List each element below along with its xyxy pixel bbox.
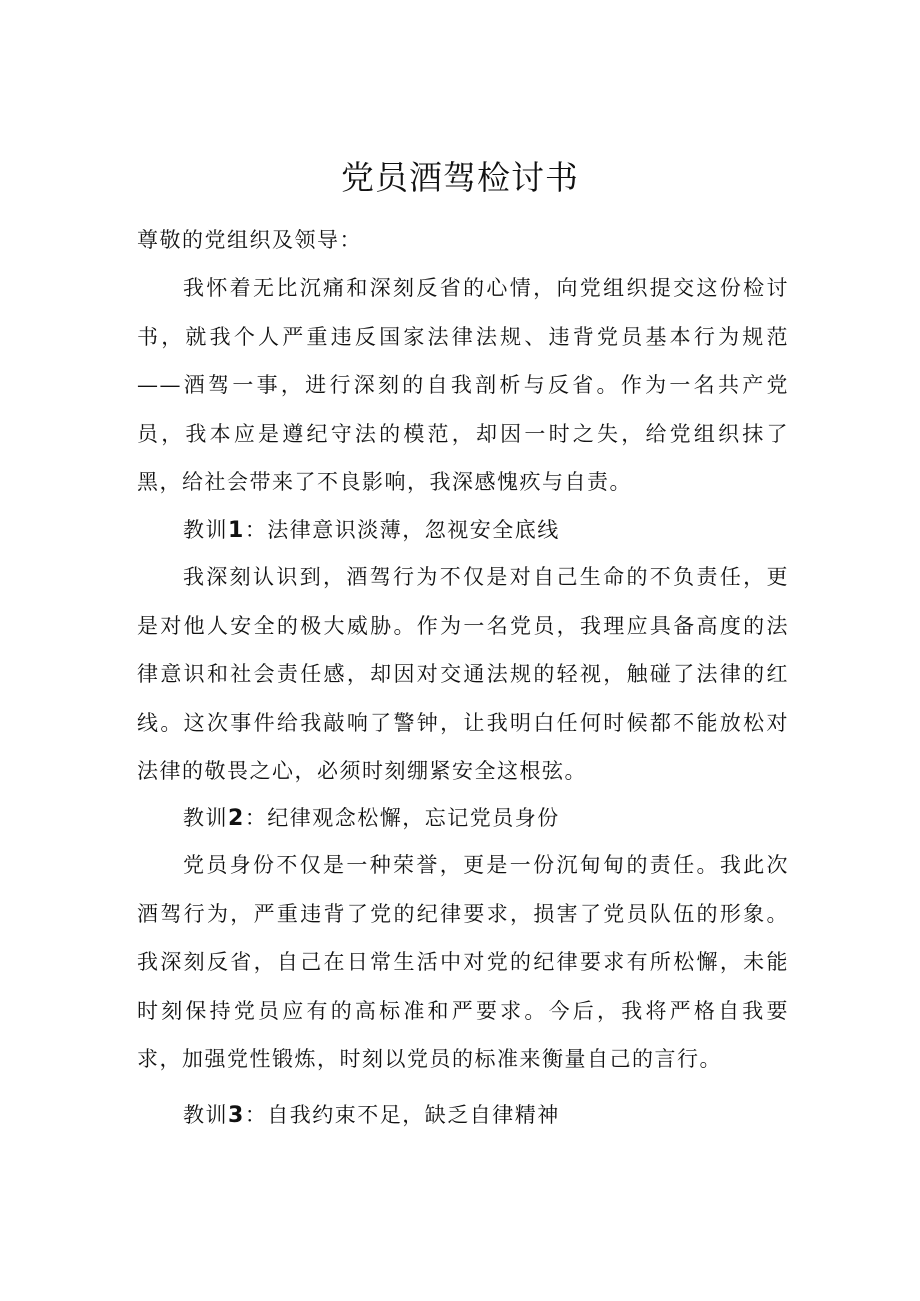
document-title: 党员酒驾检讨书: [341, 158, 579, 197]
lesson-3-prefix: 教训: [183, 1103, 228, 1127]
paragraph-1: 我怀着无比沉痛和深刻反省的心情，向党组织提交这份检讨书，就我个人严重违反国家法律法规、违背党员基本行为规范——酒驾一事，进行深刻的自我剖析与反省。作为一名共产党员，我本应是遵纪守法的模范，却因一时之失，给党组织抹了黑，给社会带来了不良影响，我深感愧疚与自责。: [137, 276, 789, 494]
lesson-2-prefix: 教训: [183, 806, 228, 830]
salutation: 尊敬的党组织及领导：: [137, 228, 362, 252]
lesson-1-text: ：法律意识淡薄，忽视安全底线: [244, 518, 560, 542]
lesson-1-heading: [137, 506, 789, 556]
lesson-1-number: 1: [228, 518, 245, 543]
paragraph-2: 我深刻认识到，酒驾行为不仅是对自己生命的不负责任，更是对他人安全的极大威胁。作为一名党员，我理应具备高度的法律意识和社会责任感，却因对交通法规的轻视，触碰了法律的红线。这次事件给我敲响了警钟，让我明白任何时候都不能放松对法律的敬畏之心，必须时刻绷紧安全这根弦。: [137, 565, 789, 783]
lesson-3-number: 3: [228, 1103, 245, 1128]
lesson-3-text: ：自我约束不足，缺乏自律精神: [244, 1103, 560, 1127]
lesson-2-heading: [137, 794, 789, 844]
lesson-1-prefix: 教训: [183, 518, 228, 542]
paragraph-3: 党员身份不仅是一种荣誉，更是一份沉甸甸的责任。我此次酒驾行为，严重违背了党的纪律要求，损害了党员队伍的形象。我深刻反省，自己在日常生活中对党的纪律要求有所松懈，未能时刻保持党员应有的高标准和严要求。今后，我将严格自我要求，加强党性锻炼，时刻以党员的标准来衡量自己的言行。: [137, 853, 789, 1071]
lesson-3-heading: [137, 1091, 789, 1141]
lesson-2-number: 2: [228, 806, 245, 831]
lesson-2-text: ：纪律观念松懈，忘记党员身份: [244, 806, 560, 830]
